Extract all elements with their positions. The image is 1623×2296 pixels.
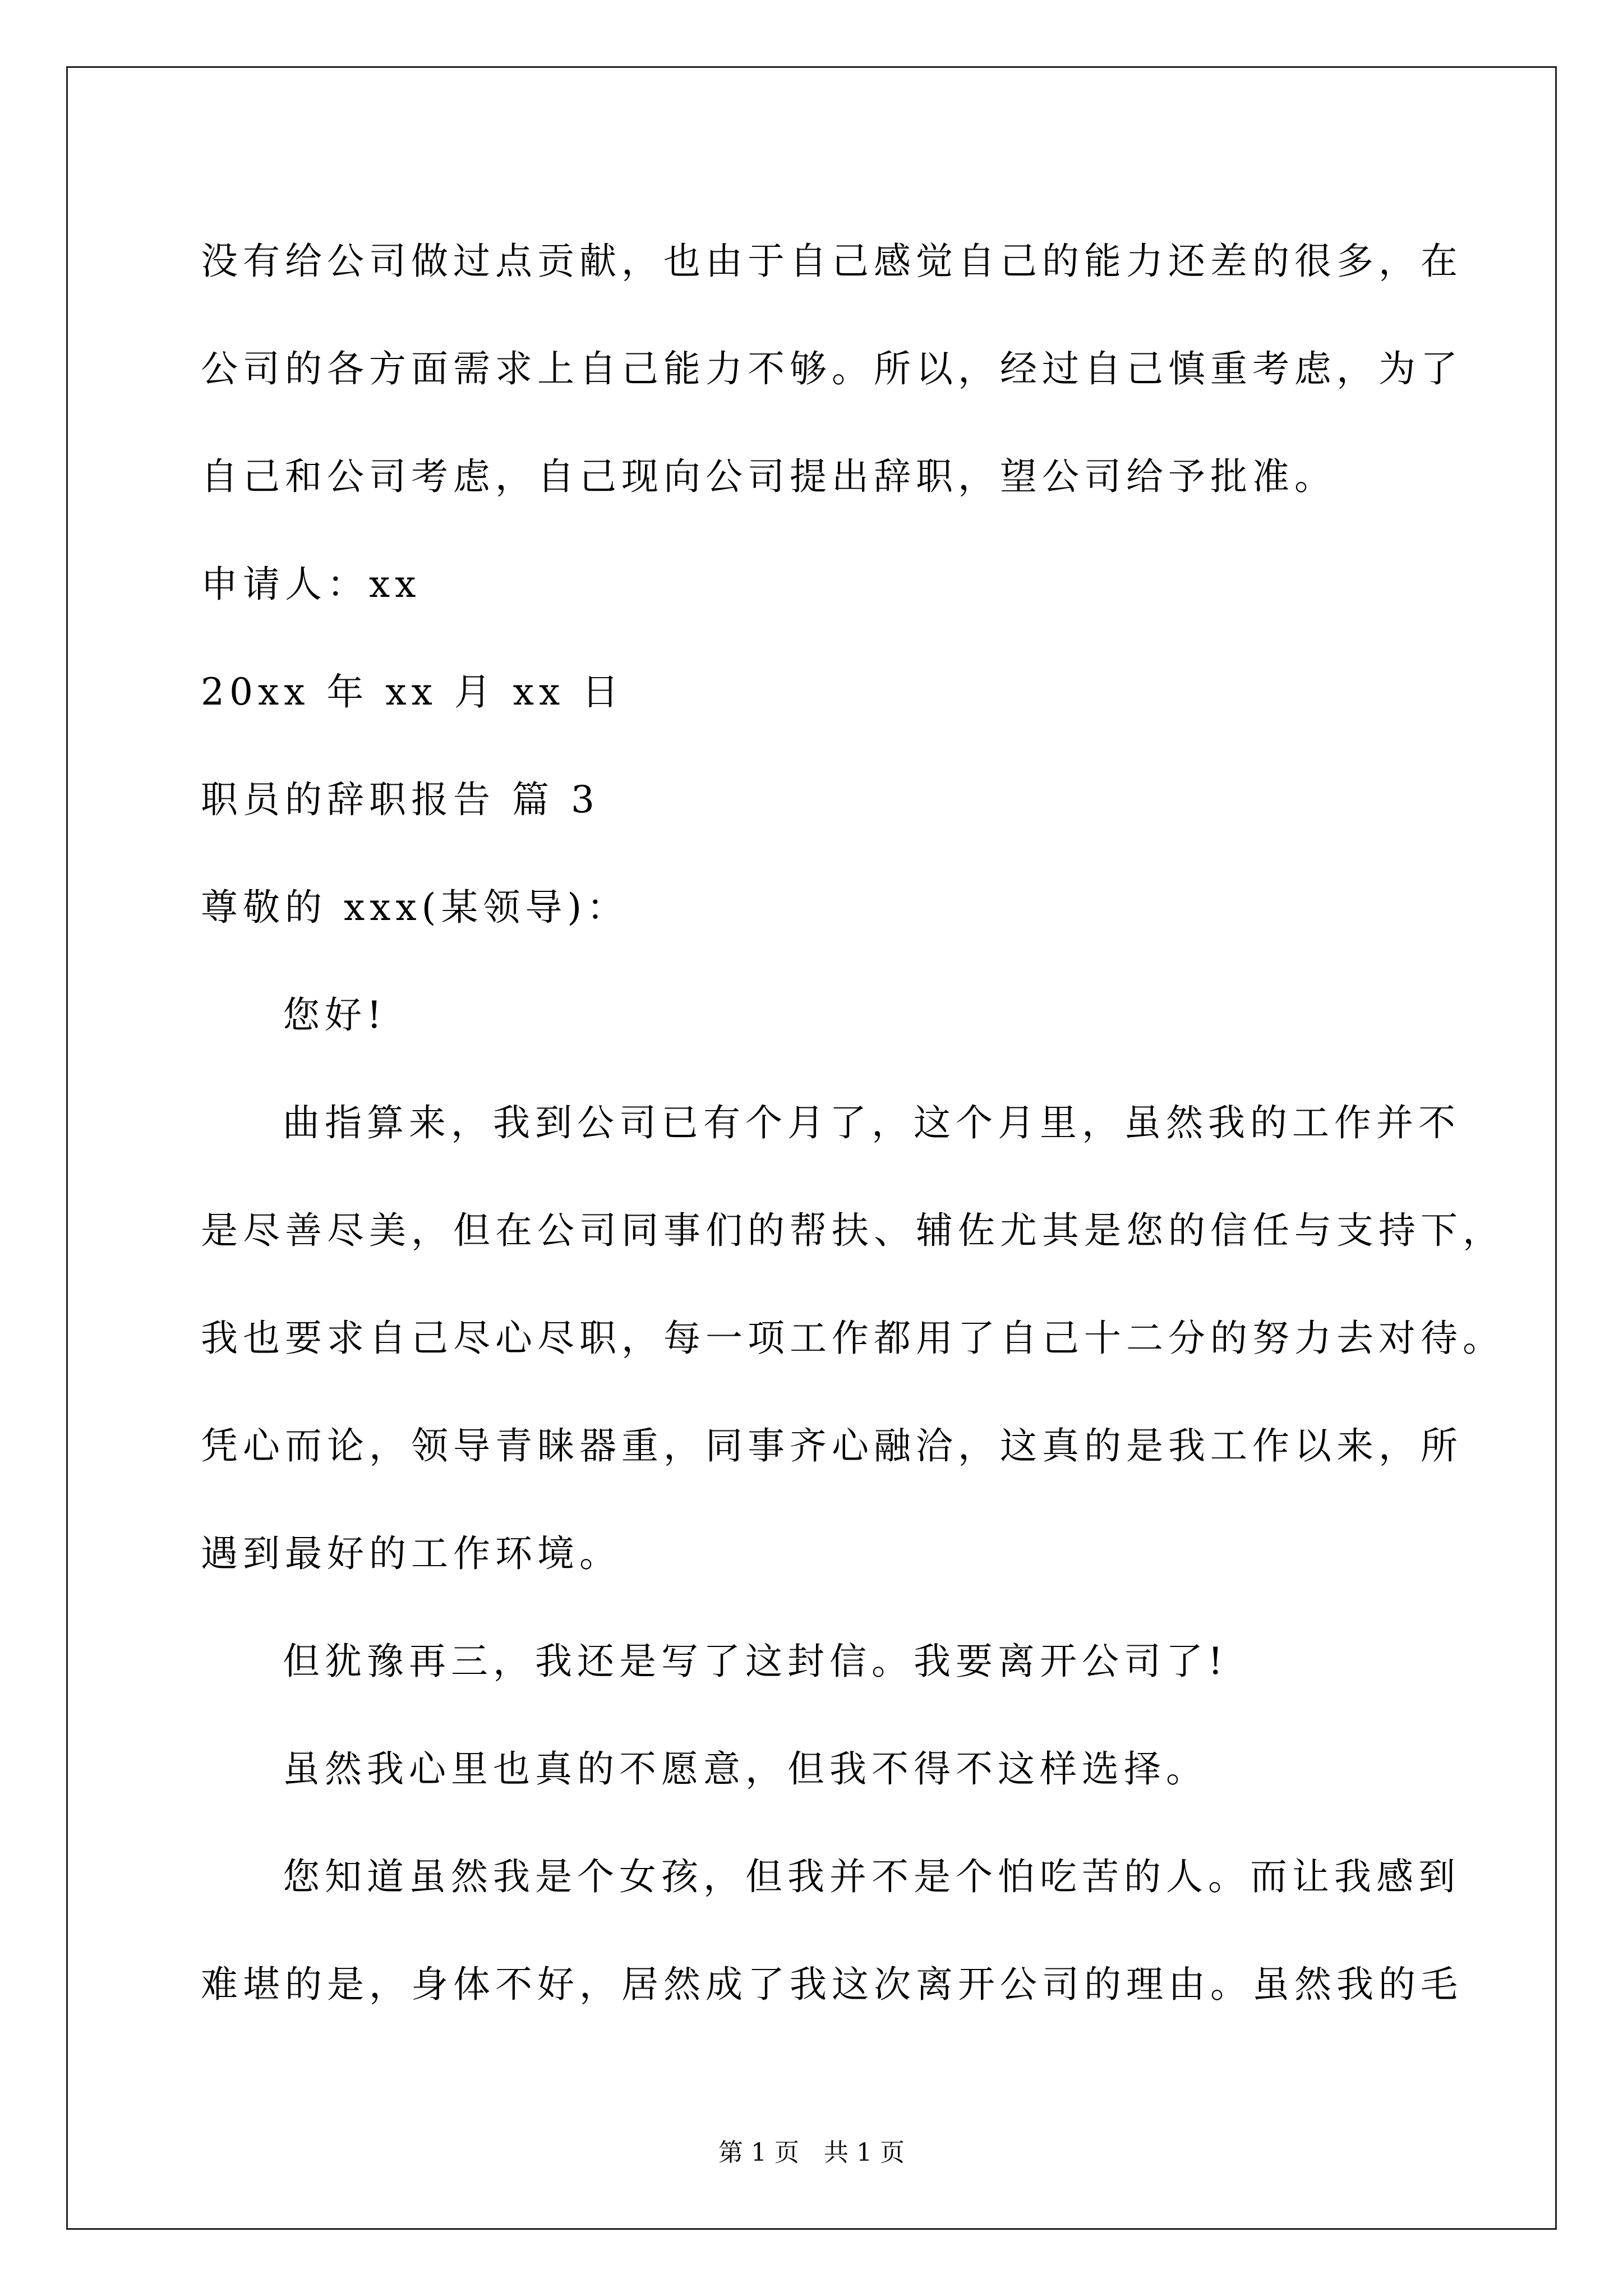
applicant-line: 申请人：xx (201, 563, 421, 606)
text-line-17: 难堪的是，身体不好，居然成了我这次离开公司的理由。虽然我的毛 (201, 1963, 1463, 2006)
text-line-14: 但犹豫再三，我还是写了这封信。我要离开公司了! (283, 1640, 1228, 1683)
text-line-11: 我也要求自己尽心尽职，每一项工作都用了自己十二分的努力去对待。 (201, 1317, 1505, 1360)
date-line: 20xx 年 xx 月 xx 日 (201, 670, 624, 714)
document-body (201, 208, 1505, 2039)
text-line-15: 虽然我心里也真的不愿意，但我不得不这样选择。 (283, 1747, 1208, 1791)
text-line-16: 您知道虽然我是个女孩，但我并不是个怕吃苦的人。而让我感到 (283, 1855, 1460, 1898)
text-line-2: 公司的各方面需求上自己能力不够。所以，经过自己慎重考虑，为了 (201, 347, 1463, 390)
page-footer: 第 1 页 共 1 页 (718, 2138, 905, 2167)
salutation: 尊敬的 xxx(某领导)： (201, 886, 629, 929)
text-line-3: 自己和公司考虑，自己现向公司提出辞职，望公司给予批准。 (201, 455, 1336, 498)
text-line-13: 遇到最好的工作环境。 (201, 1532, 621, 1575)
text-line-10: 是尽善尽美，但在公司同事们的帮扶、辅佐尤其是您的信任与支持下， (201, 1209, 1505, 1252)
text-line-9: 曲指算来，我到公司已有个月了，这个月里，虽然我的工作并不 (283, 1101, 1460, 1144)
section-title: 职员的辞职报告 篇 3 (201, 778, 600, 821)
text-line-12: 凭心而论，领导青睐器重，同事齐心融洽，这真的是我工作以来，所 (201, 1424, 1463, 1467)
greeting: 您好! (283, 993, 387, 1037)
text-line-1: 没有给公司做过点贡献，也由于自己感觉自己的能力还差的很多，在 (201, 240, 1463, 283)
